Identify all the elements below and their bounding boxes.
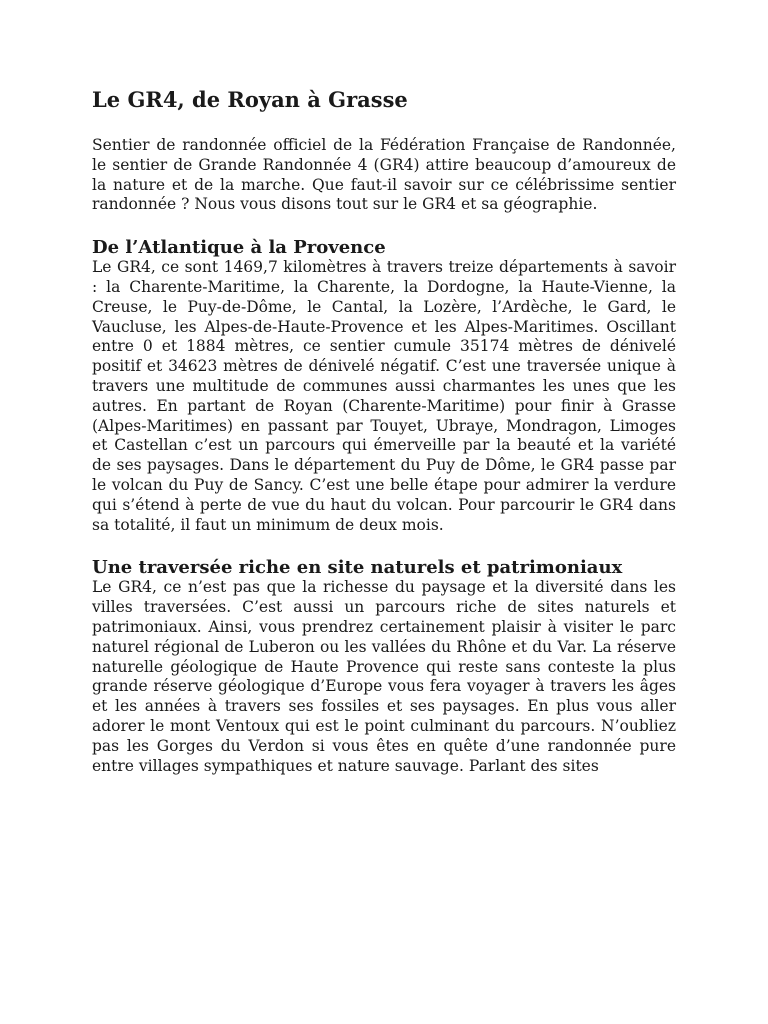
- document-title: Le GR4, de Royan à Grasse: [92, 87, 408, 112]
- intro-paragraph: Sentier de randonnée officiel de la Fédération Française de Randonnée, le sentier de Grande Randonnée 4 (GR4) attire beaucoup d’amoureux de la nature et de la marche. Que faut-il savoir sur ce célébrissime sentier randonnée ? Nous vous disons tout sur le GR4 et sa géographie.: [92, 136, 676, 214]
- section-body-traversee: Le GR4, ce n’est pas que la richesse du paysage et la diversité dans les villes traversées. C’est aussi un parcours riche de sites naturels et patrimoniaux. Ainsi, vous prendrez certainement plaisir à visiter le parc naturel régional de Luberon ou les vallées du Rhône et du Var. La réserve naturelle géologique de Haute Provence qui reste sans conteste la plus grande réserve géologique d’Europe vous fera voyager à travers les âges et les années à travers ses fossiles et ses paysages. En plus vous aller adorer le mont Ventoux qui est le point culminant du parcours. N’oubliez pas les Gorges du Verdon si vous êtes en quête d’une randonnée pure entre villages sympathiques et nature sauvage. Parlant des sites: [92, 578, 676, 775]
- document-page: [92, 86, 676, 776]
- section-body-atlantique: Le GR4, ce sont 1469,7 kilomètres à travers treize départements à savoir : la Charente-Maritime, la Charente, la Dordogne, la Haute-Vienne, la Creuse, le Puy-de-Dôme, le Cantal, la Lozère, l’Ardèche, le Gard, le Vaucluse, les Alpes-de-Haute-Provence et les Alpes-Maritimes. Oscillant entre 0 et 1884 mètres, ce sentier cumule 35174 mètres de dénivelé positif et 34623 mètres de dénivelé négatif. C’est une traversée unique à travers une multitude de communes aussi charmantes les unes que les autres. En partant de Royan (Charente-Maritime) pour finir à Grasse (Alpes-Maritimes) en passant par Touyet, Ubraye, Mondragon, Limoges et Castellan c’est un parcours qui émerveille par la beauté et la variété de ses paysages. Dans le département du Puy de Dôme, le GR4 passe par le volcan du Puy de Sancy. C’est une belle étape pour admirer la verdure qui s’étend à perte de vue du haut du volcan. Pour parcourir le GR4 dans sa totalité, il faut un minimum de deux mois.: [92, 258, 676, 534]
- section-heading-atlantique: De l’Atlantique à la Provence: [92, 237, 386, 259]
- section-heading-traversee: Une traversée riche en site naturels et patrimoniaux: [92, 557, 623, 579]
